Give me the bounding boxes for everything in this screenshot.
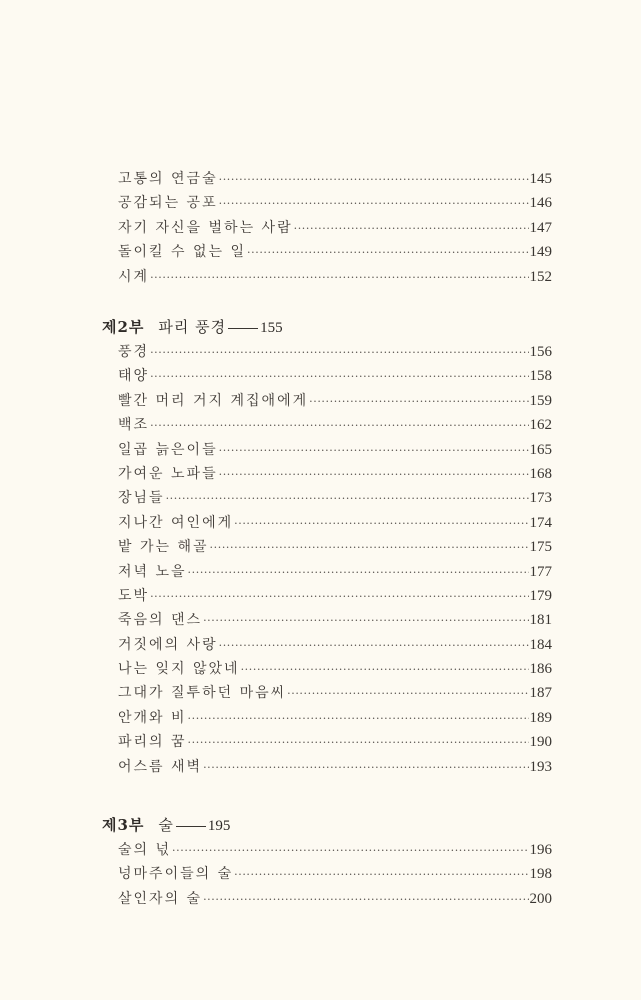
dot-leader — [203, 756, 528, 780]
entry-title: 넝마주이들의 술 — [118, 866, 234, 883]
dot-leader — [287, 682, 528, 706]
dot-leader — [219, 634, 529, 658]
dot-leader — [203, 609, 528, 633]
entry-page: 177 — [529, 563, 552, 580]
dot-leader — [188, 731, 529, 755]
toc-entry — [118, 608, 552, 632]
dot-leader — [150, 341, 528, 365]
dot-leader — [309, 390, 528, 414]
entry-page: 196 — [529, 842, 552, 858]
dot-leader — [234, 863, 528, 887]
dot-leader — [241, 658, 529, 682]
entry-page: 189 — [529, 709, 552, 726]
dot-leader — [219, 168, 529, 192]
toc-entry — [118, 167, 552, 191]
toc-entry — [118, 755, 552, 779]
entry-page: 147 — [529, 219, 552, 236]
entry-title: 고통의 연금술 — [118, 171, 218, 187]
entry-title: 죽음의 댄스 — [118, 612, 203, 629]
toc-entry — [118, 413, 552, 437]
entry-page: 186 — [529, 661, 552, 678]
toc-entry — [118, 584, 552, 608]
entry-title: 태양 — [118, 368, 150, 385]
dot-leader — [188, 707, 529, 731]
entry-page: 174 — [529, 514, 552, 531]
entry-title: 파리의 꿈 — [118, 734, 187, 751]
toc-part-2 — [102, 314, 552, 779]
dot-leader — [294, 217, 529, 241]
toc-continued-section — [102, 167, 552, 289]
toc-entry — [118, 438, 552, 462]
dot-leader — [234, 512, 528, 536]
entry-title: 살인자의 술 — [118, 890, 203, 907]
entry-page: 193 — [529, 758, 552, 775]
entry-title: 지나간 여인에게 — [118, 514, 234, 531]
dot-leader — [247, 241, 528, 265]
entry-title: 자기 자신을 벌하는 사람 — [118, 219, 293, 236]
em-dash — [228, 328, 258, 329]
entry-title: 빨간 머리 거지 계집애에게 — [118, 392, 309, 409]
part-page: 195 — [207, 818, 231, 834]
entry-page: 179 — [529, 587, 552, 604]
entry-page: 146 — [529, 195, 552, 212]
dot-leader — [219, 463, 529, 487]
entry-page: 187 — [529, 685, 552, 702]
entry-title: 가여운 노파들 — [118, 465, 218, 482]
dot-leader — [172, 839, 528, 863]
entry-title: 안개와 비 — [118, 709, 187, 726]
part-heading — [102, 812, 552, 838]
toc-entry — [118, 486, 552, 510]
dot-leader — [203, 888, 528, 912]
toc-entry — [118, 706, 552, 730]
entry-page: 184 — [529, 636, 552, 653]
part-heading — [102, 314, 552, 340]
dot-leader — [166, 487, 529, 511]
entry-title: 백조 — [118, 417, 150, 434]
entry-page: 145 — [529, 171, 552, 187]
entry-page: 162 — [529, 417, 552, 434]
dot-leader — [150, 585, 528, 609]
entry-title: 거짓에의 사랑 — [118, 636, 218, 653]
entry-page: 181 — [529, 612, 552, 629]
em-dash — [176, 826, 206, 827]
entry-title: 저녁 노을 — [118, 563, 187, 580]
dot-leader — [150, 414, 528, 438]
entry-title: 일곱 늙은이들 — [118, 441, 218, 458]
entry-page: 152 — [529, 268, 552, 285]
toc-entry — [118, 730, 552, 754]
dot-leader — [150, 365, 528, 389]
entry-title: 술의 넋 — [118, 842, 172, 858]
entry-title: 나는 잊지 않았네 — [118, 661, 240, 678]
part-page: 155 — [260, 320, 283, 336]
toc-entry — [118, 511, 552, 535]
toc-entry — [118, 887, 552, 911]
entry-title: 장님들 — [118, 490, 165, 507]
toc-entry — [118, 560, 552, 584]
entry-title: 그대가 질투하던 마음씨 — [118, 685, 287, 702]
entry-title: 시계 — [118, 268, 150, 285]
entry-page: 159 — [529, 392, 552, 409]
entry-page: 158 — [529, 368, 552, 385]
dot-leader — [219, 439, 529, 463]
entry-page: 168 — [529, 465, 552, 482]
toc-part-3 — [102, 812, 552, 911]
toc-entry — [118, 240, 552, 264]
entry-page: 165 — [529, 441, 552, 458]
toc-entry — [118, 535, 552, 559]
toc-entry — [118, 862, 552, 886]
toc-entry — [118, 657, 552, 681]
toc-entry — [118, 191, 552, 215]
entry-page: 149 — [529, 244, 552, 261]
entry-title: 밭 가는 해골 — [118, 539, 209, 556]
dot-leader — [150, 266, 528, 290]
entry-page: 175 — [529, 539, 552, 556]
part-label: 제2부 — [102, 318, 145, 336]
toc-entry — [118, 265, 552, 289]
part-title: 파리 풍경 — [158, 318, 227, 336]
entry-title: 돌이킬 수 없는 일 — [118, 244, 247, 261]
toc-entry — [118, 462, 552, 486]
entry-page: 198 — [529, 866, 552, 883]
toc-entry — [118, 838, 552, 862]
entry-title: 도박 — [118, 587, 150, 604]
dot-leader — [219, 192, 529, 216]
toc-entry — [118, 633, 552, 657]
dot-leader — [210, 536, 529, 560]
toc-entry — [118, 340, 552, 364]
entry-page: 190 — [529, 734, 552, 751]
toc-entry — [118, 389, 552, 413]
entry-page: 173 — [529, 490, 552, 507]
part-title: 술 — [158, 816, 174, 834]
part-label: 제3부 — [102, 816, 145, 834]
entry-page: 156 — [529, 344, 552, 360]
toc-entry — [118, 364, 552, 388]
toc-entry — [118, 681, 552, 705]
entry-title: 풍경 — [118, 344, 150, 360]
entry-page: 200 — [529, 890, 552, 907]
entry-title: 공감되는 공포 — [118, 195, 218, 212]
dot-leader — [188, 561, 529, 585]
entry-title: 어스름 새벽 — [118, 758, 203, 775]
toc-entry — [118, 216, 552, 240]
